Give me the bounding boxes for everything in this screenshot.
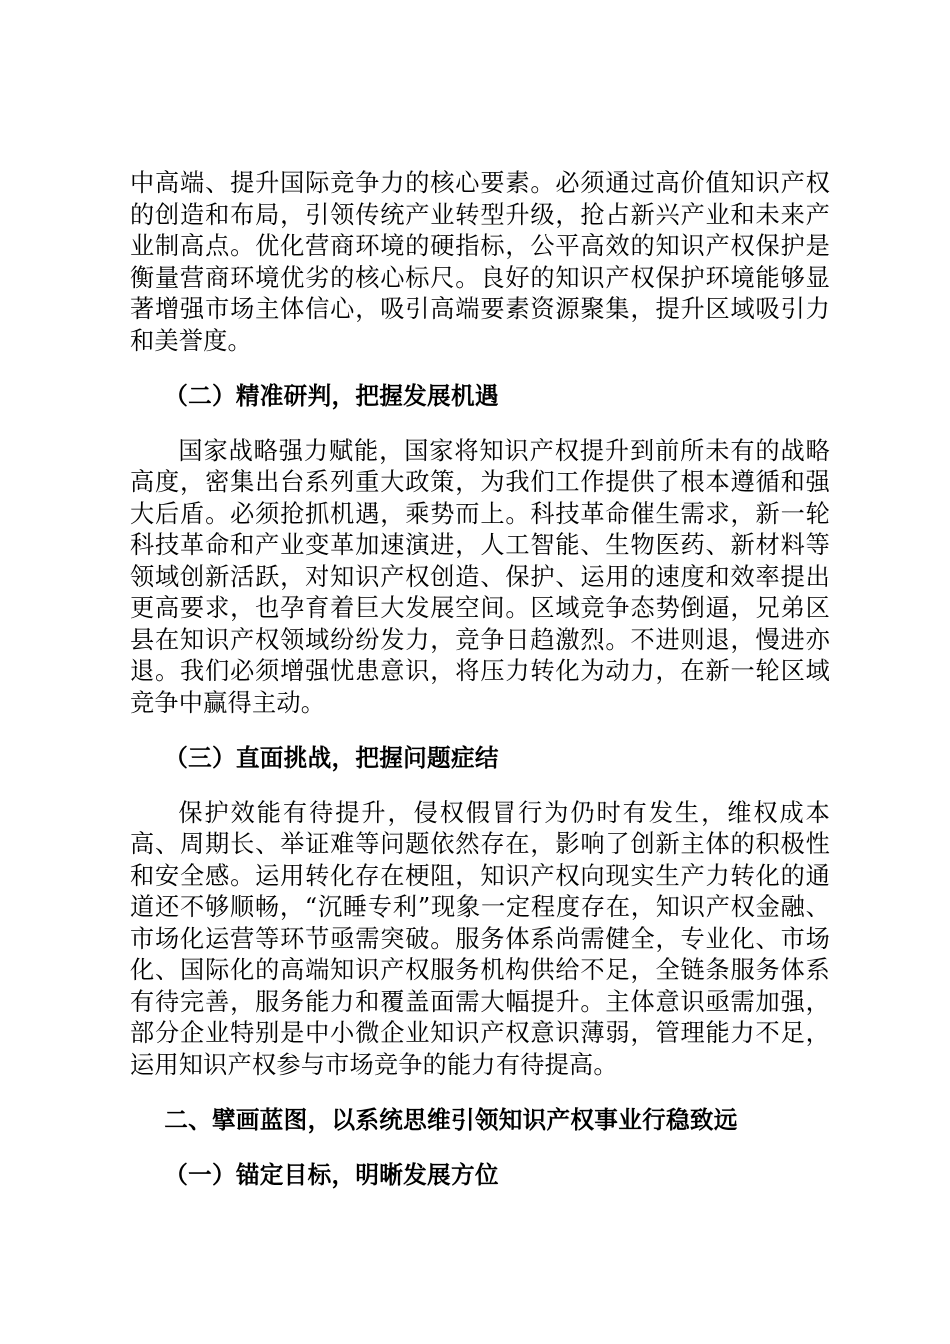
subsection-heading-4: （一）锚定目标，明晰发展方位 — [164, 1160, 499, 1189]
subsection-heading-2: （二）精准研判，把握发展机遇 — [164, 382, 499, 410]
paragraph-continued: 中高端、提升国际竞争力的核心要素。必须通过高价值知识产权的创造和布局，引领传统产业转型升级，抢占新兴产业和未来产业制高点。优化营商环境的硬指标，公平高效的知识产权保护是衡量营商环境优劣的核心标尺。良好的知识产权保护环境能够显著增强市场主体信心，吸引高端要素资源聚集，提升区域吸引力和美誉度。 — [130, 169, 830, 355]
paragraph-opportunities: 国家战略强力赋能，国家将知识产权提升到前所未有的战略高度，密集出台系列重大政策，为我们工作提供了根本遵循和强大后盾。必须抢抓机遇，乘势而上。科技革命催生需求，新一轮科技革命和产业变革加速演进，人工智能、生物医药、新材料等领域创新活跃，对知识产权创造、保护、运用的速度和效率提出更高要求，也孕育着巨大发展空间。区域竞争态势倒逼，兄弟区县在知识产权领域纷纷发力，竞争日趋激烈。不进则退，慢进亦退。我们必须增强忧患意识，将压力转化为动力，在新一轮区域竞争中赢得主动。 — [130, 436, 830, 717]
subsection-heading-3: （三）直面挑战，把握问题症结 — [164, 744, 499, 772]
section-heading-2: 二、擘画蓝图，以系统思维引领知识产权事业行稳致远 — [164, 1106, 738, 1134]
document-body — [130, 168, 830, 1191]
paragraph-challenges: 保护效能有待提升，侵权假冒行为仍时有发生，维权成本高、周期长、举证难等问题依然存在，影响了创新主体的积极性和安全感。运用转化存在梗阻，知识产权向现实生产力转化的通道还不够顺畅，“沉睡专利”现象一定程度存在，知识产权金融、市场化运营等环节亟需突破。服务体系尚需健全，专业化、市场化、国际化的高端知识产权服务机构供给不足，全链条服务体系有待完善，服务能力和覆盖面需大幅提升。主体意识亟需加强，部分企业特别是中小微企业知识产权意识薄弱，管理能力不足，运用知识产权参与市场竞争的能力有待提高。 — [130, 798, 830, 1079]
